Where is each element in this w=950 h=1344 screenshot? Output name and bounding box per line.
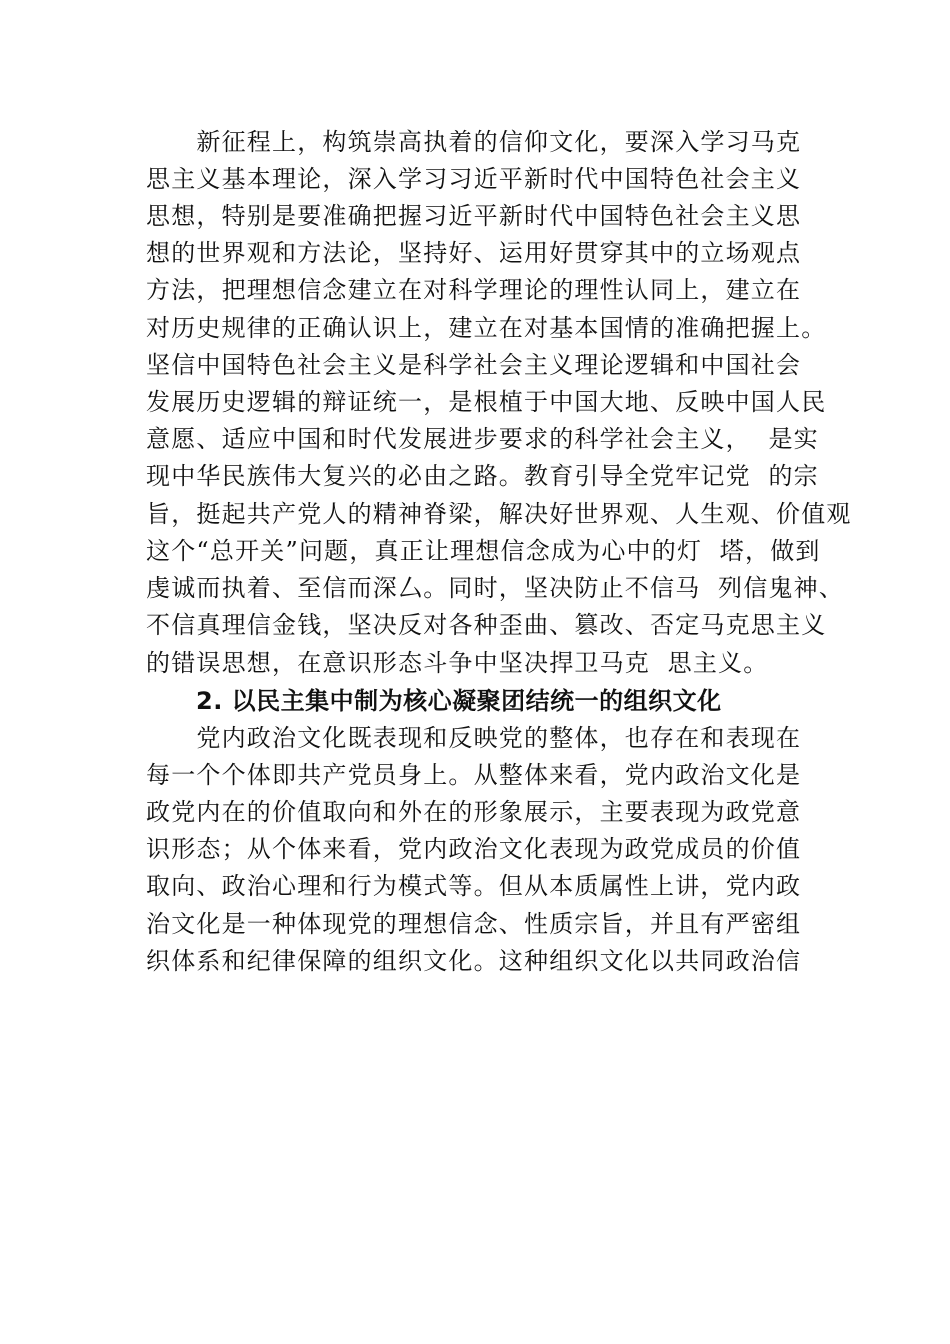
text-line: 方法，把理想信念建立在对科学理论的理性认同上，建立在 xyxy=(146,276,802,304)
text-line: 每一个个体即共产党员身上。从整体来看，党内政治文化是 xyxy=(146,761,802,789)
text-line: 思想，特别是要准确把握习近平新时代中国特色社会主义思 xyxy=(146,202,802,230)
text-line: 想的世界观和方法论，坚持好、运用好贯穿其中的立场观点 xyxy=(146,239,802,267)
text-line: 政党内在的价值取向和外在的形象展示，主要表现为政党意 xyxy=(146,798,802,826)
text-line: 治文化是一种体现党的理想信念、性质宗旨，并且有严密组 xyxy=(146,910,802,938)
text-line: 对历史规律的正确认识上，建立在对基本国情的准确把握上。 xyxy=(146,314,827,342)
text-line: 旨，挺起共产党人的精神脊梁，解决好世界观、人生观、价值观 xyxy=(146,500,852,528)
text-line: 党内政治文化既表现和反映党的整体，也存在和表现在 xyxy=(146,724,802,752)
text-line: 不信真理信金钱，坚决反对各种歪曲、篡改、否定马克思主义 xyxy=(146,611,827,639)
text-line: 新征程上，构筑崇高执着的信仰文化，要深入学习马克 xyxy=(146,128,802,156)
text-line: 取向、政治心理和行为模式等。但从本质属性上讲，党内政 xyxy=(146,872,802,900)
section-heading: 2. 以民主集中制为核心凝聚团结统一的组织文化 xyxy=(196,687,722,715)
text-line: 意愿、适应中国和时代发展进步要求的科学社会主义， 是实 xyxy=(146,425,819,453)
text-line: 现中华民族伟大复兴的必由之路。教育引导全党牢记党 的宗 xyxy=(146,462,819,490)
text-line: 坚信中国特色社会主义是科学社会主义理论逻辑和中国社会 xyxy=(146,351,802,379)
text-line: 发展历史逻辑的辩证统一，是根植于中国大地、反映中国人民 xyxy=(146,388,827,416)
text-line: 识形态；从个体来看，党内政治文化表现为政党成员的价值 xyxy=(146,835,802,863)
text-line: 这个“总开关”问题，真正让理想信念成为心中的灯 塔，做到 xyxy=(146,537,821,565)
text-line: 思主义基本理论，深入学习习近平新时代中国特色社会主义 xyxy=(146,165,802,193)
text-line: 虔诚而执着、至信而深厶。同时，坚决防止不信马 列信鬼神、 xyxy=(146,574,845,602)
text-line: 的错误思想，在意识形态斗争中坚决捍卫马克 思主义。 xyxy=(146,649,769,677)
text-line: 织体系和纪律保障的组织文化。这种组织文化以共同政治信 xyxy=(146,947,802,975)
